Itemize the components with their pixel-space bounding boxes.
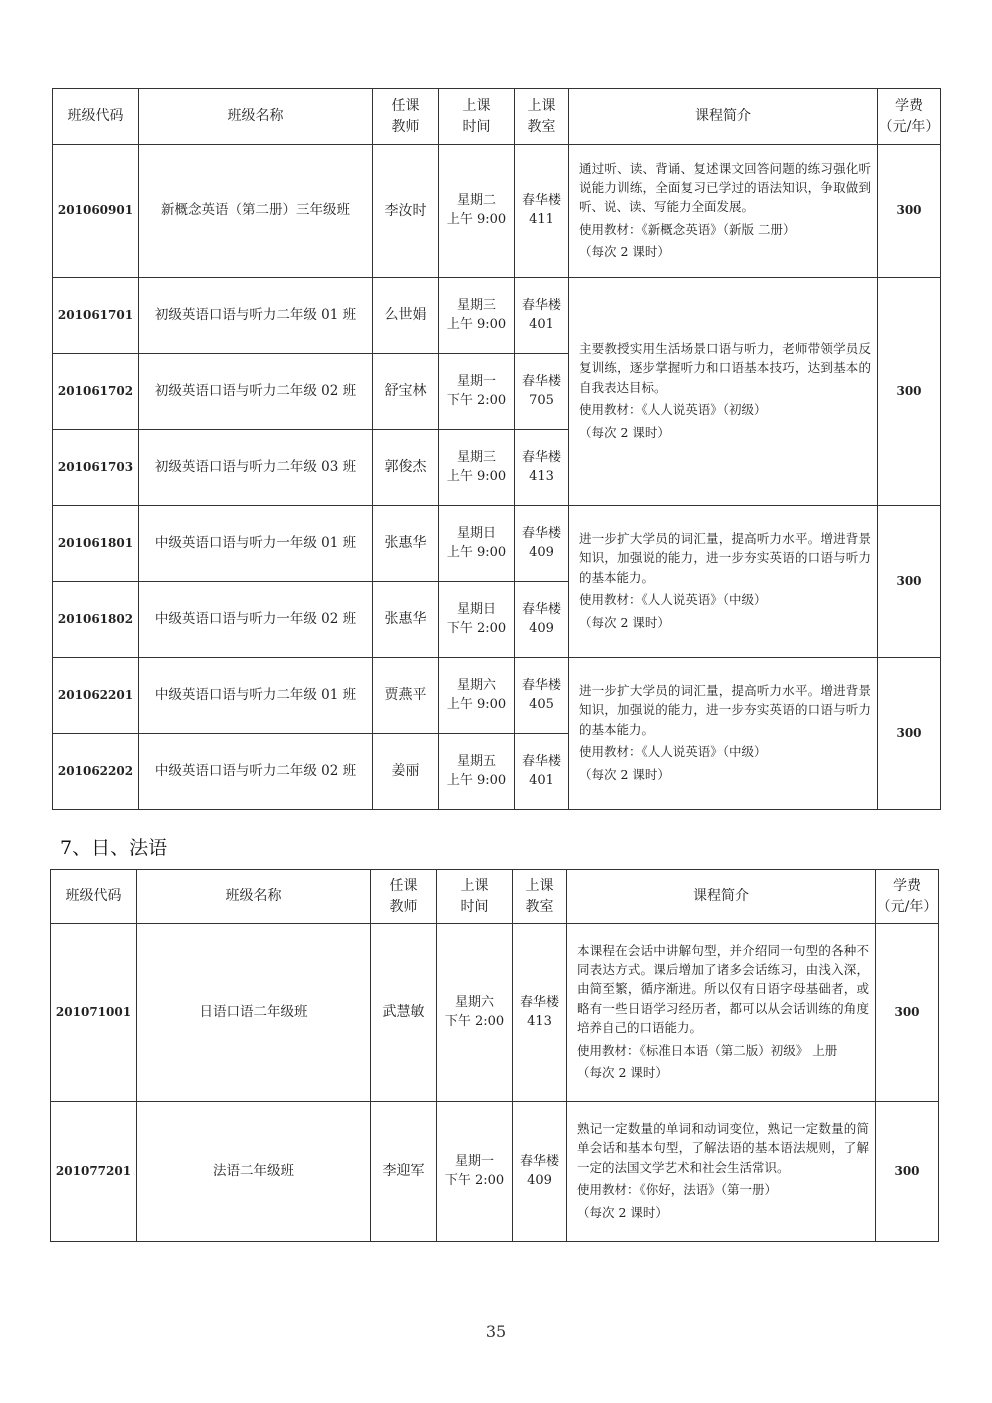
course-description: 通过听、读、背诵、复述课文回答问题的练习强化听说能力训练，全面复习已学过的语法知识，争取做到听、说、读、写能力全面发展。 使用教材：《新概念英语》（新版 二册） （每次 2 课时） [569,145,878,278]
teacher: 李汝时 [373,145,439,278]
class-time: 星期日 下午 2:00 [439,582,515,658]
tuition-fee: 300 [878,658,941,810]
class-time: 星期一 下午 2:00 [439,354,515,430]
japanese-french-classes-table [50,869,939,1242]
tuition-fee: 300 [878,506,941,658]
classroom: 春华楼 411 [515,145,569,278]
header-class-code: 班级代码 [51,870,137,924]
header-description: 课程简介 [569,89,878,145]
class-name: 中级英语口语与听力一年级 02 班 [139,582,373,658]
table-row [53,145,941,278]
teacher: 张惠华 [373,582,439,658]
class-name: 中级英语口语与听力一年级 01 班 [139,506,373,582]
header-fee: 学费 （元/年） [876,870,939,924]
class-name: 法语二年级班 [137,1102,371,1242]
class-code: 201061701 [53,278,139,354]
class-code: 201077201 [51,1102,137,1242]
class-name: 新概念英语（第二册）三年级班 [139,145,373,278]
class-code: 201062201 [53,658,139,734]
english-classes-table [52,88,941,810]
class-name: 初级英语口语与听力二年级 03 班 [139,430,373,506]
table-row [53,278,941,354]
header-teacher: 任课 教师 [373,89,439,145]
teacher: 武慧敏 [371,924,437,1102]
header-teacher: 任课 教师 [371,870,437,924]
classroom: 春华楼 413 [515,430,569,506]
class-time: 星期三 上午 9:00 [439,430,515,506]
teacher: 么世娟 [373,278,439,354]
class-name: 初级英语口语与听力二年级 02 班 [139,354,373,430]
page-number: 35 [485,1322,507,1341]
class-code: 201060901 [53,145,139,278]
course-description: 熟记一定数量的单词和动词变位，熟记一定数量的简单会话和基本句型，了解法语的基本语法规则，了解一定的法国文学艺术和社会生活常识。 使用教材：《你好，法语》（第一册） （每次 2 课时） [567,1102,876,1242]
section-heading: 7、日、法语 [60,837,168,859]
tuition-fee: 300 [878,145,941,278]
course-description: 进一步扩大学员的词汇量，提高听力水平。增进背景知识，加强说的能力，进一步夯实英语的口语与听力的基本能力。 使用教材：《人人说英语》（中级） （每次 2 课时） [569,506,878,658]
classroom: 春华楼 405 [515,658,569,734]
header-class-code: 班级代码 [53,89,139,145]
classroom: 春华楼 401 [515,734,569,810]
header-time: 上课 时间 [439,89,515,145]
course-description: 本课程在会话中讲解句型，并介绍同一句型的各种不同表达方式。课后增加了诸多会话练习，由浅入深，由简至繁，循序渐进。所以仅有日语字母基础者，或略有一些日语学习经历者，都可以从会话训练的角度培养自己的口语能力。 使用教材：《标准日本语（第二版）初级》 上册 （每次 2 课时） [567,924,876,1102]
class-name: 初级英语口语与听力二年级 01 班 [139,278,373,354]
tuition-fee: 300 [878,278,941,506]
class-time: 星期三 上午 9:00 [439,278,515,354]
header-room: 上课 教室 [513,870,567,924]
class-time: 星期六 上午 9:00 [439,658,515,734]
teacher: 姜丽 [373,734,439,810]
teacher: 张惠华 [373,506,439,582]
table-header-row [53,89,941,145]
tuition-fee: 300 [876,1102,939,1242]
class-time: 星期日 上午 9:00 [439,506,515,582]
class-time: 星期二 上午 9:00 [439,145,515,278]
header-class-name: 班级名称 [137,870,371,924]
teacher: 贾燕平 [373,658,439,734]
class-name: 中级英语口语与听力二年级 01 班 [139,658,373,734]
class-code: 201061702 [53,354,139,430]
table-row [53,506,941,582]
class-code: 201062202 [53,734,139,810]
course-description: 进一步扩大学员的词汇量，提高听力水平。增进背景知识，加强说的能力，进一步夯实英语的口语与听力的基本能力。 使用教材：《人人说英语》（中级） （每次 2 课时） [569,658,878,810]
table-row [53,658,941,734]
table-header-row [51,870,939,924]
classroom: 春华楼 409 [513,1102,567,1242]
table-row [51,924,939,1102]
class-code: 201071001 [51,924,137,1102]
header-description: 课程简介 [567,870,876,924]
header-room: 上课 教室 [515,89,569,145]
course-description: 主要教授实用生活场景口语与听力，老师带领学员反复训练，逐步掌握听力和口语基本技巧，达到基本的自我表达目标。 使用教材：《人人说英语》（初级） （每次 2 课时） [569,278,878,506]
tuition-fee: 300 [876,924,939,1102]
class-code: 201061802 [53,582,139,658]
class-name: 日语口语二年级班 [137,924,371,1102]
classroom: 春华楼 413 [513,924,567,1102]
classroom: 春华楼 705 [515,354,569,430]
table-row [51,1102,939,1242]
header-fee: 学费 （元/年） [878,89,941,145]
teacher: 郭俊杰 [373,430,439,506]
class-time: 星期五 上午 9:00 [439,734,515,810]
classroom: 春华楼 409 [515,582,569,658]
header-time: 上课 时间 [437,870,513,924]
teacher: 舒宝林 [373,354,439,430]
class-time: 星期六 下午 2:00 [437,924,513,1102]
class-code: 201061801 [53,506,139,582]
teacher: 李迎军 [371,1102,437,1242]
classroom: 春华楼 401 [515,278,569,354]
header-class-name: 班级名称 [139,89,373,145]
class-time: 星期一 下午 2:00 [437,1102,513,1242]
classroom: 春华楼 409 [515,506,569,582]
class-code: 201061703 [53,430,139,506]
class-name: 中级英语口语与听力二年级 02 班 [139,734,373,810]
